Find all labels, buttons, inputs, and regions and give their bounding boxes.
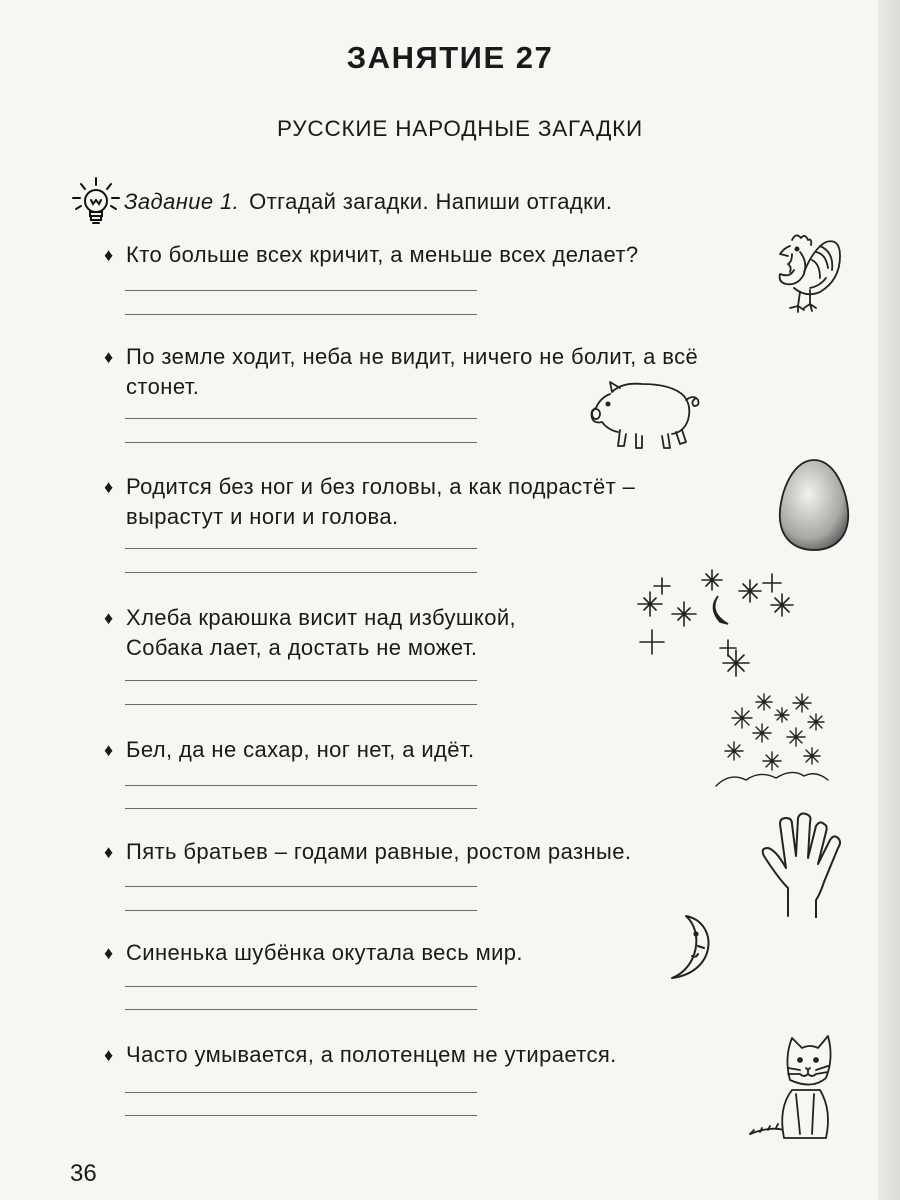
- answer-line[interactable]: [125, 572, 477, 573]
- bullet-diamond: ♦: [104, 245, 114, 265]
- answer-line[interactable]: [125, 986, 477, 987]
- riddle-1-line-1: Кто больше всех кричит, а меньше всех делает?: [126, 242, 639, 267]
- riddle-3-line-2: вырастут и ноги и голова.: [126, 504, 399, 529]
- answer-line[interactable]: [125, 548, 477, 549]
- egg-icon: [776, 456, 852, 552]
- answer-line[interactable]: [125, 785, 477, 786]
- riddle-3-line-1: Родится без ног и без головы, а как подрастёт –: [126, 474, 636, 499]
- task-heading: [70, 176, 612, 228]
- answer-line[interactable]: [125, 910, 477, 911]
- page-edge: [878, 0, 900, 1200]
- riddle-4-line-1: Хлеба краюшка висит над избушкой,: [126, 605, 517, 630]
- task-text: Отгадай загадки. Напиши отгадки.: [249, 189, 613, 214]
- answer-line[interactable]: [125, 680, 477, 681]
- bullet-diamond: ♦: [104, 608, 114, 628]
- answer-line[interactable]: [125, 1009, 477, 1010]
- crescent-moon-icon: [662, 912, 718, 982]
- bullet-diamond: ♦: [104, 740, 114, 760]
- riddle-4: [104, 603, 516, 663]
- section-title: РУССКИЕ НАРОДНЫЕ ЗАГАДКИ: [276, 116, 644, 141]
- riddle-4-line-2: Собака лает, а достать не может.: [126, 635, 478, 660]
- answer-line[interactable]: [125, 314, 477, 315]
- answer-line[interactable]: [125, 808, 477, 809]
- riddle-1: [104, 240, 639, 270]
- riddle-2-line-2: стонет.: [126, 374, 200, 399]
- riddle-3: [104, 472, 635, 532]
- answer-line[interactable]: [125, 442, 477, 443]
- riddle-5-line-1: Бел, да не сахар, ног нет, а идёт.: [126, 737, 475, 762]
- task-label: Задание 1.: [124, 189, 240, 214]
- answer-line[interactable]: [125, 704, 477, 705]
- bullet-diamond: ♦: [104, 1045, 114, 1065]
- answer-line[interactable]: [125, 418, 477, 419]
- hand-icon: [760, 812, 848, 918]
- lesson-title: ЗАНЯТИЕ 27: [346, 40, 554, 75]
- bullet-diamond: ♦: [104, 477, 114, 497]
- cat-icon: [744, 1030, 840, 1144]
- riddle-6-line-1: Пять братьев – годами равные, ростом разные.: [126, 839, 632, 864]
- answer-line[interactable]: [125, 1115, 477, 1116]
- riddle-8: [104, 1040, 617, 1070]
- bullet-diamond: ♦: [104, 347, 114, 367]
- pig-icon: [590, 378, 706, 454]
- riddle-8-line-1: Часто умывается, а полотенцем не утирается.: [126, 1042, 617, 1067]
- bullet-diamond: ♦: [104, 842, 114, 862]
- page-number: 36: [70, 1160, 97, 1187]
- riddle-7-line-1: Синенька шубёнка окутала весь мир.: [126, 940, 523, 965]
- moon-stars-icon: [632, 568, 796, 678]
- snowflakes-icon: [712, 686, 830, 794]
- riddle-2-line-1: По земле ходит, неба не видит, ничего не болит, а всё: [126, 344, 699, 369]
- riddle-5: [104, 735, 474, 765]
- answer-line[interactable]: [125, 1092, 477, 1093]
- riddle-6: [104, 837, 631, 867]
- rooster-icon: [770, 232, 842, 317]
- riddle-7: [104, 938, 523, 968]
- answer-line[interactable]: [125, 886, 477, 887]
- answer-line[interactable]: [125, 290, 477, 291]
- lightbulb-icon: [70, 176, 122, 228]
- bullet-diamond: ♦: [104, 943, 114, 963]
